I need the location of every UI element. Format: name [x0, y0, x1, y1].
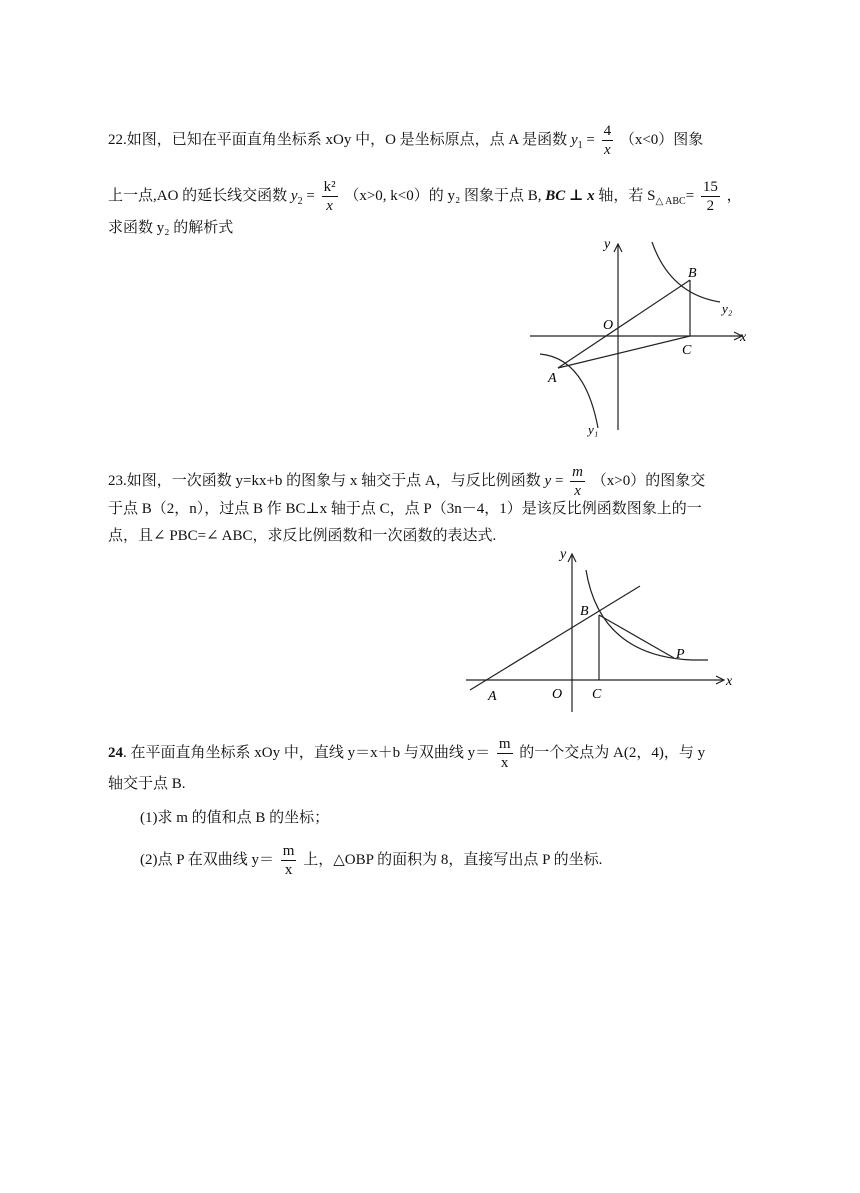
q23-line3: 点，且∠ PBC=∠ ABC，求反比例函数和一次函数的表达式.	[108, 528, 497, 544]
label-O: O	[603, 318, 614, 333]
label-B: B	[688, 266, 697, 281]
label-C: C	[682, 343, 692, 358]
fraction-m-over-x: $\frac{m}{x}$	[572, 464, 583, 499]
label-O: O	[552, 687, 563, 702]
fraction-k2-over-x: $\frac{\text{k²}}{x}$	[323, 179, 336, 214]
curve-y2	[652, 242, 720, 302]
label-C: C	[592, 687, 602, 702]
fraction-15-over-2: $\frac{15}{2}$	[702, 179, 718, 214]
curve-hyperbola	[586, 570, 708, 660]
label-A: A	[488, 689, 497, 704]
q22-line3: 求函数 y₂ 的解析式	[108, 220, 234, 236]
x-axis-label: x	[726, 674, 733, 689]
label-B: B	[580, 604, 589, 619]
label-y2: y₂	[722, 301, 733, 316]
label-A: A	[548, 371, 557, 386]
q22-figure	[530, 232, 760, 442]
q23-line2: 于点 B（2，n），过点 B 作 BC⊥x 轴于点 C，点 P（3n－4，1）是该反比例函数图象上的一	[108, 501, 702, 517]
x-axis-label: x	[740, 330, 747, 345]
q22-line1: 22.如图，已知在平面直角坐标系 xOy 中，O 是坐标原点，点 A 是函数 $y_1$ = $\frac{4}{x}$ （x<0）图象	[108, 123, 704, 158]
q24-line2: 轴交于点 B.	[108, 776, 186, 792]
q24-part1: (1)求 m 的值和点 B 的坐标；	[140, 810, 330, 826]
label-y1: y₁	[588, 422, 599, 437]
q23-figure	[462, 540, 742, 720]
segment-AB	[558, 280, 690, 368]
fraction-m-over-x: $\frac{m}{x}$	[498, 736, 511, 771]
label-P: P	[676, 647, 685, 662]
segment-BP	[599, 615, 674, 658]
fraction-4-over-x: $\frac{4}{x}$	[603, 123, 612, 158]
line-AB	[470, 586, 640, 690]
q24-part2: (2)点 P 在双曲线 y＝ $\frac{m}{x}$ 上，△OBP 的面积为 8，直接写出点 P 的坐标.	[140, 843, 603, 878]
y-axis-label: y	[604, 237, 611, 252]
y-axis-label: y	[560, 547, 567, 562]
fraction-m-over-x: $\frac{m}{x}$	[282, 843, 295, 878]
segment-AC	[558, 336, 690, 368]
q23-line1: 23.如图，一次函数 y=kx+b 的图象与 x 轴交于点 A，与反比例函数 y = $\frac{m}{x}$ （x>0）的图象交	[108, 464, 706, 499]
q24-line1: 24. 在平面直角坐标系 xOy 中，直线 y＝x＋b 与双曲线 y＝ $\frac{m}{x}$ 的一个交点为 A(2，4)，与 y	[108, 736, 706, 771]
q22-line2: 上一点,AO 的延长线交函数 $y_2$ = $\frac{\text{k²}}{x}$ （x>0, k<0）的 y₂ 图象于点 B, BC ⊥ x 轴，若 $S_{\triangle ABC}=$ $\frac{15}{2}$ ，	[108, 179, 742, 214]
